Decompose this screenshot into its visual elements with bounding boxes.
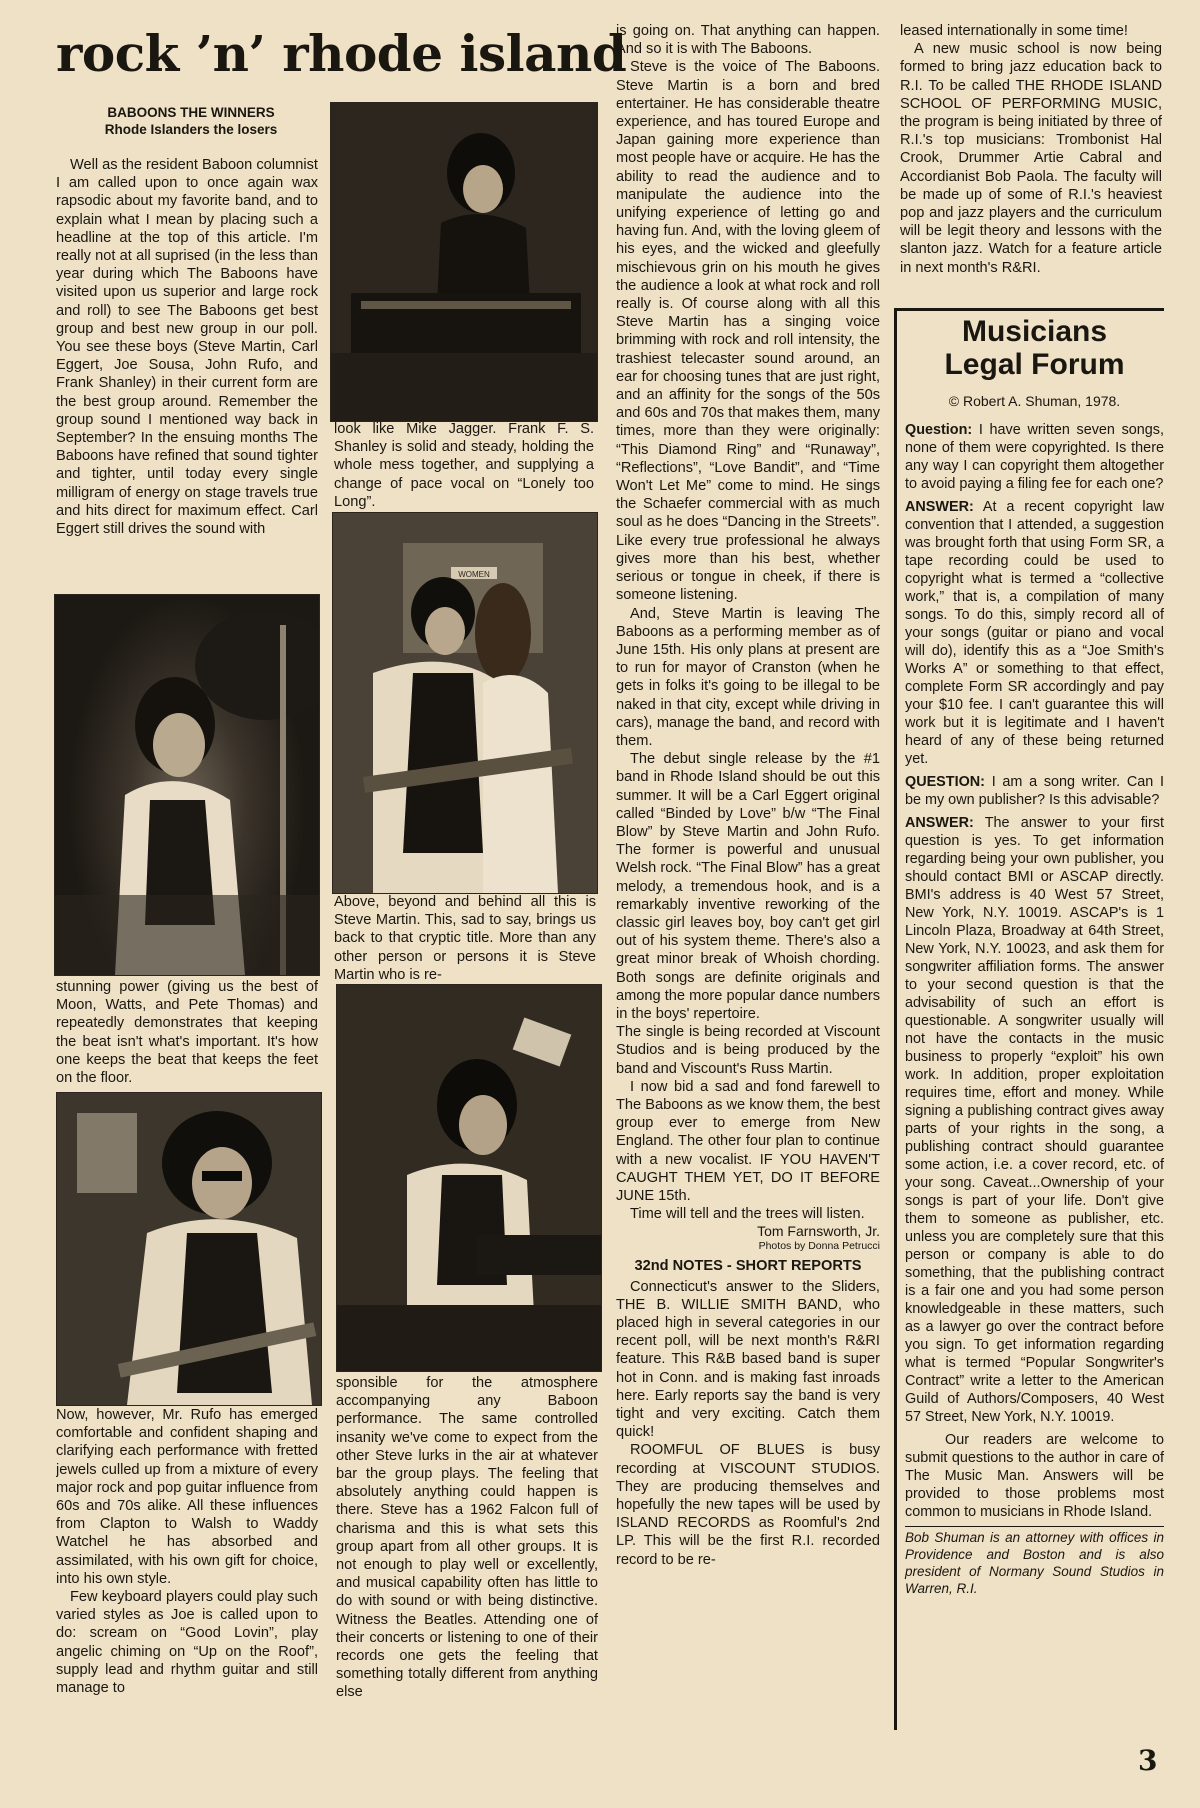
kicker-line1: BABOONS THE WINNERS <box>107 105 275 120</box>
photo-singer <box>336 984 602 1372</box>
article-paragraph: Steve is the voice of The Baboons. Steve Martin is a born and bred entertainer. He has considerable theatre experience, and has toured Europe and Japan gaining more experience than most people have or acquire. He has the ability to read the audience and to manipulate the audience into the unifying experience of letting go and having fun. And, with the loving gleem of his eyes, and the wicked and gleefully mischievous grin on his mouth he gives the audience a look at what rock and roll really is. Of course along with all this Steve Martin has a singing voice brimming with rock and roll intensity, the trashiest telecaster sound around, an ear for choosing tunes that are just right, and an affinity for the songs of the 50s and 60s and 70s that makes them, many times, more than they were originally: “This Diamond Ring” and “Runaway”, “Reflections”, “Love Bandit”, and “Time Won't Let Me” come to mind. He sings the Schaefer commercial with as much soul as he does “Dancing in the Streets”. Like every true professional he always gives more than his best, whether serious or tongue in cheek, if there is someone listening. <box>616 59 880 604</box>
forum-answer-2 <box>905 814 1164 1426</box>
women-sign-text: WOMEN <box>458 570 490 579</box>
article-paragraph: The debut single release by the #1 band in Rhode Island should be out this summer. It will be a Carl Eggert original called “Binded by Love” b/w “The Final Blow” by Steve Martin and John Rufo. The former is powerful and unusual Welsh rock. “The Final Blow” has a great melody, a tremendous hook, and is a remarkably inventive reworking of the classic girl leaves boy, boy can't get girl out of his system theme. There's also a great minor break of Whoish chording. Both songs are definite originals and among the more popular dance numbers in the boys' repertoire. <box>616 751 880 1022</box>
notes-paragraph: ROOMFUL OF BLUES is busy recording at VISCOUNT STUDIOS. They are producing themselves and hopefully the new tapes will be used by ISLAND RECORDS as Roomful's 2nd LP. This will be the first R.I. recorded record to be re- <box>616 1442 880 1568</box>
author-credit: Tom Farnsworth, Jr. <box>757 1223 880 1240</box>
article-paragraph: stunning power (giving us the best of Moon, Watts, and Pete Thomas) and repeatedly demonstrates that keeping the beat isn't what's important. It's how one keeps the beat that keeps the feet on the floor. <box>56 979 318 1087</box>
question-text: I have written seven songs, none of them were copyrighted. Is there any way I can copyright them altogether to avoid paying a filing fee for each one? <box>905 422 1165 492</box>
article-paragraph: is going on. That anything can happen. And so it is with The Baboons. <box>616 23 880 58</box>
photo-guitarist <box>56 1092 322 1406</box>
article-paragraph: The single is being recorded at Viscount Studios and is being produced by the band and Viscount's Russ Martin. <box>616 1024 880 1077</box>
forum-title <box>905 315 1164 381</box>
forum-answer-1 <box>905 498 1164 768</box>
col3-text <box>616 22 880 1728</box>
col1-text-top <box>56 156 318 590</box>
kicker <box>56 104 326 138</box>
article-paragraph: Now, however, Mr. Rufo has emerged comfortable and confident shaping and clarifying each performance with fretted jewels culled up from a mixture of every major rock and pop guitar influence from 60s and 70s alike. All these influences from Clapton to Walsh to Waddy Watchel he has absorbed and assimilated, with his own gift for choice, into his own style. <box>56 1407 318 1587</box>
bassist-illustration <box>333 513 597 893</box>
col1-text-mid <box>56 978 318 1088</box>
forum-question-1 <box>905 421 1164 493</box>
forum-closing: Our readers are welcome to submit questions to the author in care of The Music Man. Answers will be provided to those problems most common to musicians in Rhode Island. <box>905 1432 1164 1520</box>
caption-keyboardist <box>334 420 594 510</box>
author-bio: Bob Shuman is an attorney with offices in Providence and Boston and is also president of Normany Sound Studios in Warren, R.I. <box>905 1526 1164 1597</box>
question-text: I am a song writer. Can I be my own publisher? Is this advisable? <box>905 774 1165 808</box>
article-paragraph: Time will tell and the trees will listen. <box>630 1206 865 1223</box>
legal-forum-box <box>894 308 1164 1730</box>
singer-illustration <box>337 985 601 1371</box>
article-paragraph: sponsible for the atmosphere accompanying any Baboon performance. The same controlled insanity we've come to expect from the other Steve lurks in the air at whatever bar the group plays. The feeling that absolutely anything could happen is there. Steve has a 1962 Falcon full of charisma and this is what sets this group apart from all other groups. It is not enough to play well or excellently, and musical capability often has little to do with sound or with being distinctive. Witness the Beatles. Attending one of their concerts or listening to one of their records one gets the feeling that something totally different from anything else <box>336 1375 598 1701</box>
photo-keyboardist <box>330 102 598 422</box>
answer-text: At a recent copyright law convention that I attended, a suggestion was brought forth that using Form SR, a tape recording could be used to copyright what is termed a “collective work,” that is, a compilation of many songs. To do this, simply record all of your songs (guitar or piano and vocal will do), identify this as a “Joe Smith's Works A” or something to that effect, complete Form SR accordingly and pay your $10 fee. I can't guarantee this will work but it is legitimate and I haven't heard of any of these being returned yet. <box>905 499 1164 767</box>
forum-title-line1: Musicians <box>961 315 1108 348</box>
answer-text: The answer to your first question is yes. To get information regarding being your own publisher, you should contact BMI or ASCAP directly. BMI's address is 40 West 57 Street, New York, N.Y. 10019. ASCAP's is 1 Lincoln Plaza, Broadway at 64th Street, New York, N.Y. 10023, and ask them for songwriter affiliation forms. The answer to your second question is that the advisability of such an effort is questionable. A songwriter usually will not have the contacts in the music business to properly “exploit” his own work. In addition, proper exploitation requires time, effort and money. While signing a publishing contract gives away parts of your rights in the song, a publishing contract should guarantee some action, i.e. a cover record, etc. of your song. Caveat...Ownership of your songs is part of your life. Don't give them to someone as publisher, etc. unless you are completely sure that this person or company is able to do something, that the publishing contract is a fair one and you had some person knowledgeable in these matters, such as a lawyer go over the contract before you sign. To get information regarding what is termed “Popular Songwriter's Contract” write a letter to the American Guild of Authors/Composers, 40 West 57 Street, New York, N.Y. 10019. <box>905 815 1164 1425</box>
forum-body <box>905 421 1164 1597</box>
article-paragraph: A new music school is now being formed to bring jazz education back to R.I. To be called THE RHODE ISLAND SCHOOL OF PERFORMING MUSIC, the program is being initiated by three of R.I.'s top musicians: Trombonist Hal Crook, Drummer Artie Cabral and Accordianist Bob Paola. The faculty will be made up of some of R.I.'s heaviest pop and jazz players and the curriculum will be legit theory and lessons with the slanton jazz. Watch for a feature article in next month's R&RI. <box>900 41 1162 276</box>
notes-section-title: 32nd NOTES - SHORT REPORTS <box>634 1258 862 1275</box>
page-number: 3 <box>1138 1744 1158 1777</box>
article-paragraph: leased internationally in some time! <box>900 23 1128 39</box>
photo-credit: Photos by Donna Petrucci <box>758 1240 880 1253</box>
caption-steve-martin <box>334 893 596 983</box>
article-paragraph: Well as the resident Baboon columnist I am called upon to once again wax rapsodic about my favorite band, and to explain what I mean by placing such a headline at the top of this article. I'm really not at all suprised (in the less than year during which The Baboons have visited upon us superior and large rock and roll) to see The Baboons get best group and best new group in our poll. You see these boys (Steve Martin, Carl Eggert, Joe Sousa, John Rufo, and Frank Shanley) in their current form are the best group around. Remember the group sound I mentioned way back in September? In the ensuing months The Baboons have refined that sound tighter and tighter, until today every single milligram of energy on stage travels true and hits direct for maximum effect. Carl Eggert still drives the sound with <box>56 157 318 538</box>
question-label: QUESTION: <box>905 774 985 790</box>
keyboardist-illustration <box>331 103 597 421</box>
headline: rock ’n’ rhode island <box>56 24 627 83</box>
caption-text: look like Mike Jagger. Frank F. S. Shanley is solid and steady, holding the whole mess together, and supplying a change of pace vocal on “Lonely too Long”. <box>334 421 594 510</box>
kicker-line2: Rhode Islanders the losers <box>104 122 278 137</box>
answer-label: ANSWER: <box>905 499 974 515</box>
question-label: Question: <box>905 422 973 438</box>
guitarist-illustration <box>57 1093 321 1405</box>
answer-label: ANSWER: <box>905 815 974 831</box>
photo-bassist-couple <box>332 512 598 894</box>
forum-title-line2: Legal Forum <box>944 348 1125 381</box>
article-paragraph: And, Steve Martin is leaving The Baboons as a performing member as of June 15th. His only plans at present are to run for mayor of Cranston (when he gets in folks it's going to be illegal to be naked in that city, except while driving in cars), manage the band, and record with them. <box>616 605 880 749</box>
col4-text-top <box>900 22 1162 308</box>
forum-question-2 <box>905 773 1164 809</box>
photo-drummer <box>54 594 320 976</box>
drummer-illustration <box>55 595 319 975</box>
article-paragraph: I now bid a sad and fond farewell to The Baboons as we know them, the best group ever to emerge from New England. The other four plan to continue with a new vocalist. IF YOU HAVEN'T CAUGHT THEM YET, DO IT BEFORE JUNE 15th. <box>616 1078 880 1204</box>
forum-copyright: © Robert A. Shuman, 1978. <box>948 393 1121 409</box>
caption-text: Above, beyond and behind all this is Steve Martin. This, sad to say, brings us back to that cryptic title. More than any other person or persons it is Steve Martin who is re- <box>334 894 596 983</box>
article-paragraph: Few keyboard players could play such varied styles as Joe is called upon to do: scream on “Good Lovin”, play angelic chiming on “Up on the Roof”, supply lead and rhythm guitar and still manage to <box>56 1589 318 1697</box>
col1-text-bottom <box>56 1406 318 1726</box>
notes-paragraph: Connecticut's answer to the Sliders, THE B. WILLIE SMITH BAND, who placed high in several categories in our recent poll, will be next month's R&RI feature. This R&B based band is super hot in Conn. and is making fast inroads here. Early reports say the band is very tight and very exciting. Catch them quick! <box>616 1278 880 1441</box>
col2-text-bottom <box>336 1374 598 1726</box>
